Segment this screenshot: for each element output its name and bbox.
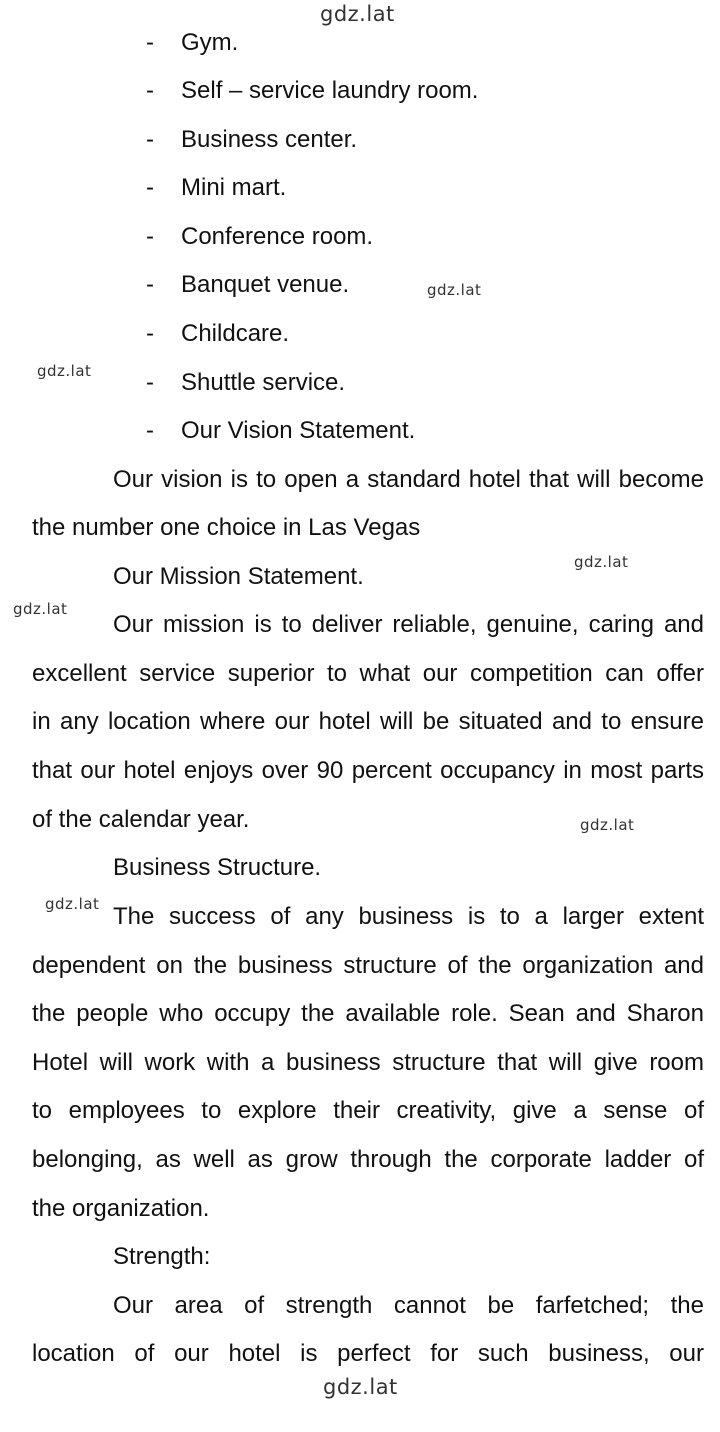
list-item-text: Business center. xyxy=(181,126,358,153)
mission-line: that our hotel enjoys over 90 percent occupancy in most parts xyxy=(32,757,704,784)
list-item xyxy=(146,368,345,398)
list-item-text: Self – service laundry room. xyxy=(181,77,479,104)
structure-line: The success of any business is to a larger extent xyxy=(113,903,704,930)
bullet-marker: - xyxy=(146,369,154,396)
bullet-marker: - xyxy=(146,320,154,347)
structure-line: the organization. xyxy=(32,1195,210,1222)
list-item xyxy=(146,222,373,252)
list-item xyxy=(146,270,349,300)
strength-line: location of our hotel is perfect for such business, our xyxy=(32,1340,704,1367)
watermark: gdz.lat xyxy=(45,895,100,913)
list-item xyxy=(146,76,478,106)
vision-line: Our vision is to open a standard hotel that will become xyxy=(113,466,704,493)
watermark: gdz.lat xyxy=(13,600,68,618)
strength-line: Our area of strength cannot be farfetched; the xyxy=(113,1292,704,1319)
list-item xyxy=(146,416,415,446)
structure-line: belonging, as well as grow through the corporate ladder of xyxy=(32,1146,704,1173)
structure-line: Hotel will work with a business structure that will give room xyxy=(32,1049,704,1076)
list-item xyxy=(146,28,238,58)
bullet-marker: - xyxy=(146,77,154,104)
list-item-text: Banquet venue. xyxy=(181,271,350,298)
bullet-marker: - xyxy=(146,223,154,250)
structure-line: to employees to explore their creativity, give a sense of xyxy=(32,1097,704,1124)
list-item-text: Childcare. xyxy=(181,320,290,347)
mission-line: Our mission is to deliver reliable, genuine, caring and xyxy=(113,611,704,638)
bullet-marker: - xyxy=(146,29,154,56)
list-item xyxy=(146,125,357,155)
list-item-text: Shuttle service. xyxy=(181,369,346,396)
vision-line: the number one choice in Las Vegas xyxy=(32,514,421,541)
strength-heading: Strength: xyxy=(113,1243,211,1270)
watermark: gdz.lat xyxy=(37,362,92,380)
watermark: gdz.lat xyxy=(427,281,482,299)
bullet-marker: - xyxy=(146,271,154,298)
bullet-marker: - xyxy=(146,417,154,444)
list-item-text: Our Vision Statement. xyxy=(181,417,416,444)
bullet-marker: - xyxy=(146,126,154,153)
structure-heading: Business Structure. xyxy=(113,854,322,881)
bullet-marker: - xyxy=(146,174,154,201)
mission-line: of the calendar year. xyxy=(32,806,250,833)
mission-line: excellent service superior to what our competition can offer xyxy=(32,660,704,687)
mission-line: in any location where our hotel will be situated and to ensure xyxy=(32,708,704,735)
list-item-text: Mini mart. xyxy=(181,174,287,201)
watermark: gdz.lat xyxy=(574,553,629,571)
watermark: gdz.lat xyxy=(580,816,635,834)
list-item-text: Gym. xyxy=(181,29,239,56)
mission-heading: Our Mission Statement. xyxy=(113,563,364,590)
watermark-top: gdz.lat xyxy=(320,2,395,26)
structure-line: dependent on the business structure of the organization and xyxy=(32,952,704,979)
list-item-text: Conference room. xyxy=(181,223,374,250)
watermark-bottom: gdz.lat xyxy=(323,1375,398,1399)
list-item xyxy=(146,173,286,203)
structure-line: the people who occupy the available role. Sean and Sharon xyxy=(32,1000,704,1027)
list-item xyxy=(146,319,289,349)
